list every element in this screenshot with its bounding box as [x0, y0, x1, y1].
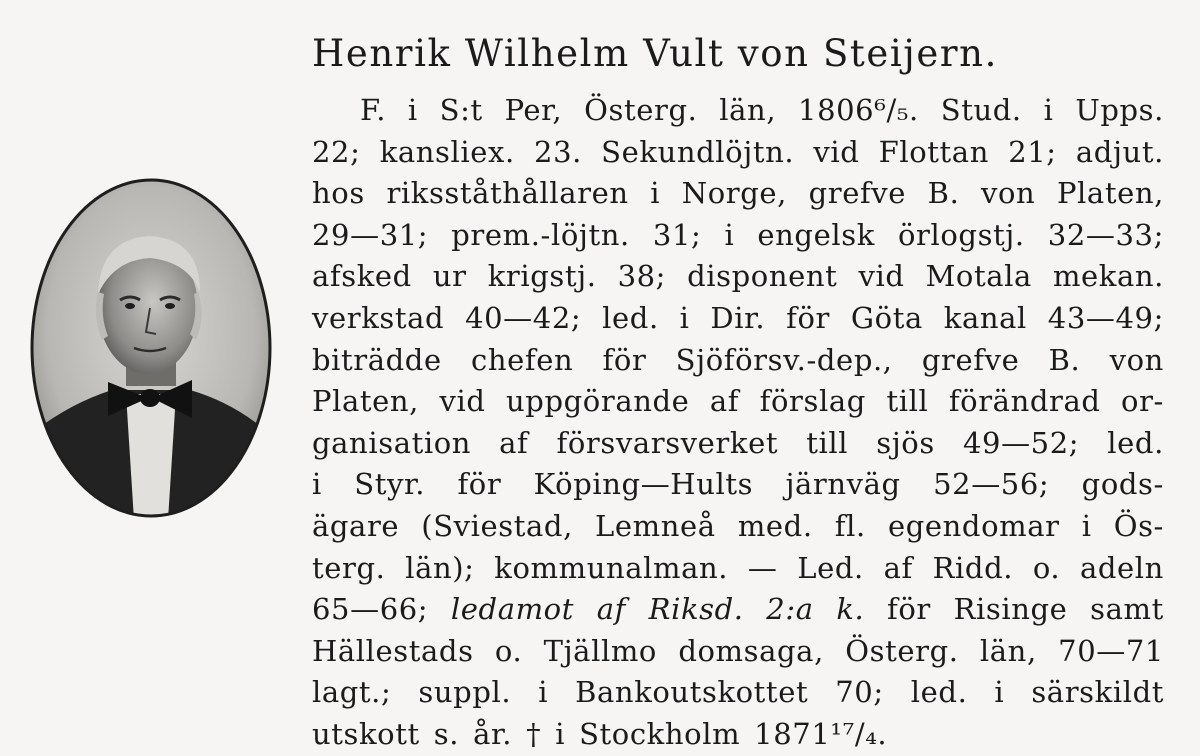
portrait-engraving — [28, 176, 274, 520]
word: Flottan — [878, 134, 989, 169]
word: Per, — [504, 93, 563, 127]
word: län); — [405, 550, 475, 585]
word: grefve — [921, 342, 1020, 377]
bio-line — [312, 506, 1164, 548]
word: 29—31; — [312, 217, 429, 252]
word: örlogstj. — [897, 217, 1025, 252]
word: till — [886, 384, 929, 419]
word: 31; — [652, 217, 702, 252]
word: Göta — [850, 300, 923, 335]
italic-word: ledamot — [450, 592, 574, 627]
word: or- — [1121, 384, 1164, 419]
word: för — [457, 467, 502, 502]
word: kommunalman. — [494, 550, 729, 585]
bio-line — [312, 340, 1164, 382]
word: Stud. — [940, 93, 1022, 127]
word: samt — [1090, 592, 1164, 627]
word: Sekundlöjtn. — [601, 134, 795, 169]
word: 22; — [312, 134, 361, 169]
word: kanal — [943, 300, 1027, 335]
word: Lemneå — [595, 508, 716, 543]
italic-word: af — [596, 592, 626, 627]
word: von — [981, 176, 1036, 211]
bio-line — [312, 381, 1164, 423]
word: Ös- — [1113, 508, 1164, 543]
bio-line — [312, 298, 1164, 340]
bio-line — [312, 215, 1164, 257]
word: s. — [433, 716, 460, 751]
word: mekan. — [1052, 259, 1164, 294]
word: förslag — [759, 384, 866, 419]
word: led. — [910, 675, 968, 710]
word: Platen, — [312, 384, 419, 419]
bio-line — [312, 132, 1164, 174]
word: Ridd. — [932, 550, 1014, 585]
word: utskott — [312, 716, 420, 751]
word: förändrad — [948, 384, 1101, 419]
word: Österg. — [584, 93, 698, 127]
word: 49—52; — [962, 425, 1080, 460]
word: kansliex. — [379, 134, 515, 169]
word: Dir. — [710, 300, 766, 335]
word: i — [650, 176, 661, 211]
word: uppgörande — [506, 384, 690, 419]
word: i — [1081, 508, 1092, 543]
word: för — [786, 300, 830, 335]
word: Norge, — [681, 176, 787, 211]
word: län, — [719, 93, 777, 127]
word: i — [538, 675, 549, 710]
word: o. — [494, 633, 523, 668]
word: 70; — [835, 675, 884, 710]
word: år. — [473, 716, 513, 751]
word: med. — [737, 508, 813, 543]
word: gods- — [1081, 467, 1164, 502]
word: Tjällmo — [543, 633, 657, 668]
bio-line — [312, 256, 1164, 298]
word: domsaga, — [678, 633, 824, 668]
italic-word: 2:a — [766, 592, 814, 627]
word: af — [883, 550, 913, 585]
word: egendomar — [887, 508, 1060, 543]
word: vid — [439, 384, 486, 419]
death-dagger: † — [526, 716, 542, 751]
bio-line — [312, 173, 1164, 215]
word: försvarsverket — [556, 425, 779, 460]
page-title: Henrik Wilhelm Vult von Steijern. — [312, 32, 998, 75]
bio-line — [312, 90, 1164, 132]
word: lagt.; — [312, 675, 392, 710]
word: 32—33; — [1047, 217, 1164, 252]
word: adjut. — [1075, 134, 1164, 169]
word: för — [887, 592, 931, 627]
word: 23. — [534, 134, 582, 169]
word: Sjöförsv.-dep., — [675, 342, 893, 377]
word: i — [724, 217, 735, 252]
bio-line — [312, 672, 1164, 714]
word: verkstad — [312, 300, 445, 335]
word: i — [555, 716, 566, 751]
word: terg. — [312, 550, 386, 585]
word: fl. — [834, 508, 866, 543]
word: Stockholm — [579, 716, 741, 751]
word: Köping—Hults — [533, 467, 754, 502]
birth-date: 1806⁶/₅. — [798, 93, 919, 127]
word: 43—49; — [1047, 300, 1164, 335]
italic-word: k. — [836, 592, 865, 627]
word: Risinge — [953, 592, 1068, 627]
word: chefen — [471, 342, 574, 377]
portrait-oval — [28, 176, 274, 520]
word: suppl. — [418, 675, 512, 710]
word: ur — [432, 259, 467, 294]
word: adeln — [1079, 550, 1164, 585]
word: ganisation — [312, 425, 472, 460]
word: Motala — [925, 259, 1032, 294]
word: F. — [360, 93, 387, 127]
word: i — [312, 467, 322, 502]
word: Hällestads — [312, 633, 474, 668]
italic-word: Riksd. — [648, 592, 744, 627]
word: prem.-löjtn. — [451, 217, 630, 252]
word: Platen, — [1056, 176, 1164, 211]
word: 70—71 — [1058, 633, 1164, 668]
word: o. — [1032, 550, 1061, 585]
word: krigstj. — [487, 259, 597, 294]
word: i — [679, 300, 690, 335]
word: biträdde — [312, 342, 442, 377]
bio-line — [312, 714, 1164, 756]
word: B. — [1048, 342, 1081, 377]
death-date: 1871¹⁷/₄. — [754, 716, 888, 751]
word: vid — [813, 134, 860, 169]
bio-line — [312, 423, 1164, 465]
word: i — [407, 93, 418, 127]
word: 52—56; — [933, 467, 1050, 502]
bio-line — [312, 548, 1164, 590]
bio-line — [312, 464, 1164, 506]
word: Upps. — [1075, 93, 1164, 127]
word: riksståthållaren — [386, 176, 629, 211]
word: af — [709, 384, 740, 419]
word: i — [1043, 93, 1054, 127]
word: led. — [1107, 425, 1164, 460]
word: järnväg — [785, 467, 901, 502]
word: grefve — [808, 176, 907, 211]
word: afsked — [312, 259, 412, 294]
word: (Sviestad, — [421, 508, 573, 543]
word: 21; — [1008, 134, 1057, 169]
bio-line — [312, 589, 1164, 631]
word: till — [806, 425, 849, 460]
biography-text — [312, 90, 1164, 756]
word: i — [994, 675, 1005, 710]
word: ägare — [312, 508, 400, 543]
word: län, — [979, 633, 1037, 668]
word: sjös — [876, 425, 935, 460]
bio-line — [312, 631, 1164, 673]
word: led. — [602, 300, 659, 335]
word: Styr. — [354, 467, 426, 502]
word: B. — [927, 176, 960, 211]
word: Österg. — [845, 633, 959, 668]
word: särskildt — [1031, 675, 1164, 710]
word: hos — [312, 176, 365, 211]
word: 65—66; — [312, 592, 429, 627]
word: Led. — [797, 550, 864, 585]
word: engelsk — [757, 217, 875, 252]
word: S:t — [439, 93, 483, 127]
word: 40—42; — [465, 300, 582, 335]
word: 38; — [617, 259, 667, 294]
word: af — [499, 425, 529, 460]
word: — — [747, 550, 778, 585]
word: von — [1109, 342, 1164, 377]
word: disponent — [687, 259, 838, 294]
word: för — [602, 342, 647, 377]
word: vid — [858, 259, 905, 294]
word: Bankoutskottet — [575, 675, 809, 710]
